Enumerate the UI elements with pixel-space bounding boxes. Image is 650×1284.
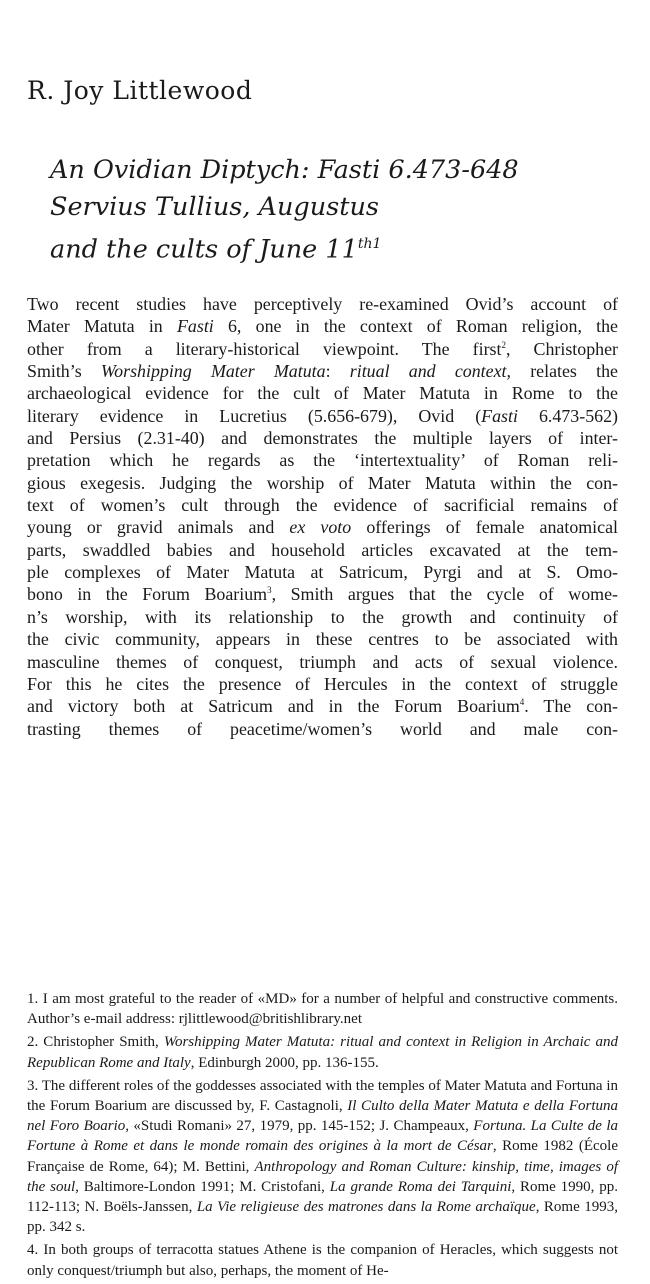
title-line-1: An Ovidian Diptych: Fasti 6.473-648	[50, 155, 519, 185]
footnote-1: 1. I am most grateful to the reader of «MD» for a number of helpful and constructive comments. Author’s e-mail address: rjlittlewood@britishlibrary.net	[27, 991, 618, 1028]
body-line: other from a literary-historical viewpoint. The first$^2$, Christopher	[27, 338, 618, 359]
body-paragraph	[27, 293, 618, 740]
footnote-4: 4. In both groups of terracotta statues Athene is the companion of Heracles, which suggests not only conquest/triumph but also, perhaps, the moment of He-	[27, 1242, 618, 1279]
body-line: ple complexes of Mater Matuta at Satricum, Pyrgi and at S. Omo-	[27, 562, 618, 583]
body-line: Two recent studies have perceptively re-examined Ovid’s account of	[27, 294, 618, 314]
body-line: and Persius (2.31-40) and demonstrates the multiple layers of inter-	[27, 428, 618, 449]
footnote-3: 3. The different roles of the goddesses associated with the temples of Mater Matuta and Fortuna in the Forum Boarium are discussed by, F. Castagnoli, Il Culto della Mater Matuta e della Fortuna nel Foro Boario, «Studi Romani» 27, 1979, pp. 145-152; J. Champeaux, Fortuna. La Culte de la Fortune à Rome et dans le monde romain des origines à la mort de César, Rome 1982 (École Française de Rome, 64); M. Bettini, Anthropology and Roman Culture: kinship, time, images of the soul, Baltimore-London 1991; M. Cristofani, La grande Roma dei Tarquini, Rome 1990, pp. 112-113; N. Boëls-Janssen, La Vie religieuse des matrones dans la Rome archaïque, Rome 1993, pp. 342 s.	[27, 1077, 619, 1236]
body-line: Mater Matuta in Fasti 6, one in the context of Roman religion, the	[27, 316, 618, 337]
body-line: gious exegesis. Judging the worship of Mater Matuta within the con-	[27, 472, 618, 493]
body-line: n’s worship, with its relationship to the growth and continuity of	[27, 606, 618, 627]
footnote-2: 2. Christopher Smith, Worshipping Mater Matuta: ritual and context in Religion in Archaic and Republican Rome and Italy, Edinburgh 2000, pp. 136-155.	[27, 1034, 618, 1071]
body-line: masculine themes of conquest, triumph and acts of sexual violence.	[27, 651, 618, 672]
body-line: For this he cites the presence of Hercules in the context of struggle	[27, 673, 618, 694]
body-line: Smith’s Worshipping Mater Matuta: ritual and context, relates the	[27, 361, 618, 382]
body-line: young or gravid animals and ex voto offerings of female anatomical	[27, 517, 619, 538]
footnote-ref-3: 3	[267, 585, 272, 596]
body-line: archaeological evidence for the cult of Mater Matuta in Rome to the	[27, 383, 618, 404]
article-title	[50, 152, 519, 269]
footnote-ref-2: 2	[501, 339, 506, 350]
title-line-3: and the cults of June $11^{th1}$	[50, 234, 382, 265]
title-line-2: Servius Tullius, Augustus	[50, 192, 379, 222]
body-line: and victory both at Satricum and in the Forum Boarium$^4$. The con-	[27, 696, 619, 717]
footnote-ref-4: 4	[519, 697, 525, 708]
author-name: R. Joy Littlewood	[27, 76, 253, 105]
body-line: trasting themes of peacetime/women’s world and male con-	[27, 718, 618, 739]
body-line: text of women’s cult through the evidence of sacrificial remains of	[27, 495, 618, 516]
footnote-ref-1: th1	[357, 236, 382, 252]
body-line: literary evidence in Lucretius (5.656-679), Ovid (Fasti 6.473-562)	[27, 405, 618, 426]
body-line: parts, swaddled babies and household articles excavated at the tem-	[27, 539, 618, 560]
body-line: the civic community, appears in these centres to be associated with	[27, 629, 618, 650]
body-line: pretation which he regards as the ‘intertextuality’ of Roman reli-	[27, 450, 618, 471]
body-line: bono in the Forum Boarium$^3$, Smith argues that the cycle of wome-	[27, 584, 618, 605]
footnotes	[27, 989, 618, 1284]
